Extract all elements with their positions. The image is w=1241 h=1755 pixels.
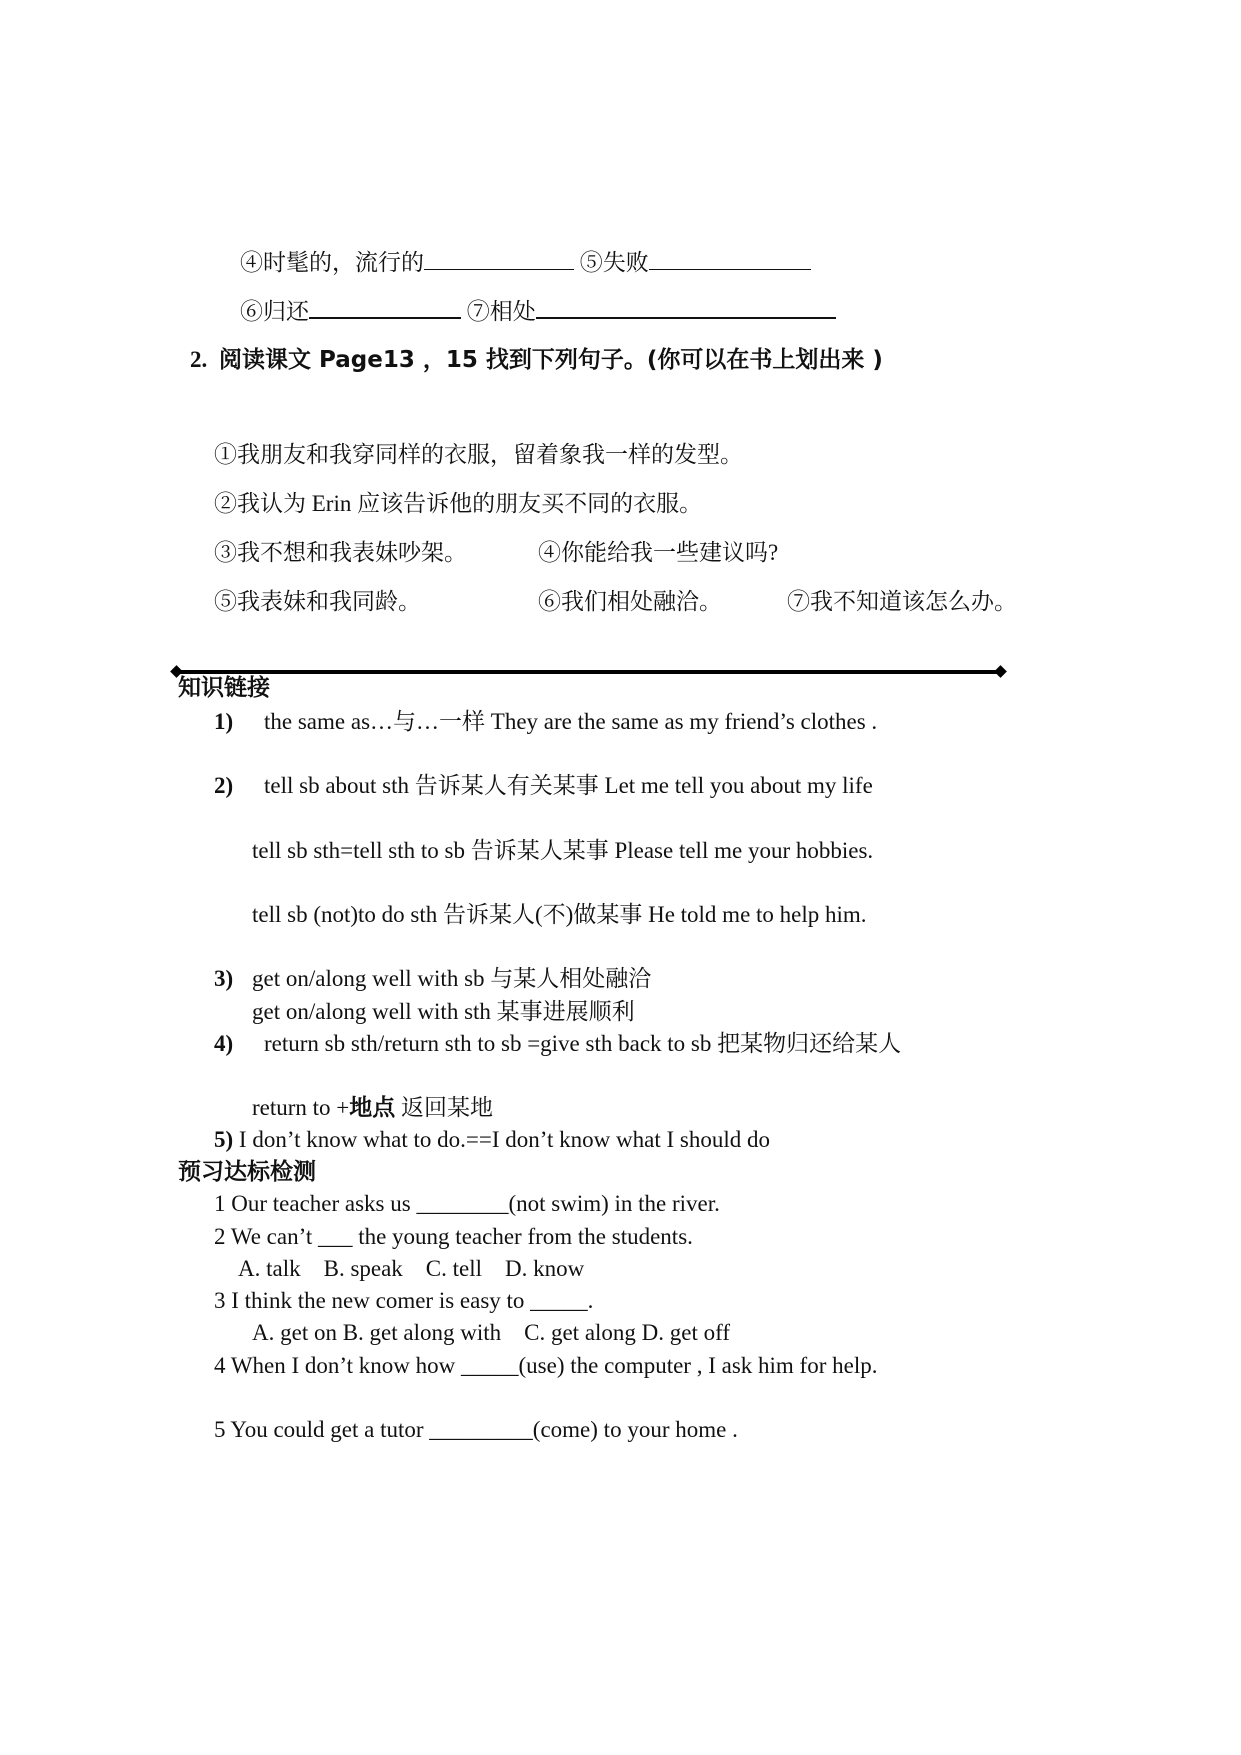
point-text: tell sb about sth 告诉某人有关某事 Let me tell you about my life [264, 773, 873, 798]
sentence-1: ①我朋友和我穿同样的衣服，留着象我一样的发型。 [214, 442, 743, 467]
sentence-7: ⑦我不知道该怎么办。 [787, 589, 1017, 614]
point-text: the same as…与…一样 They are the same as my friend’s clothes . [264, 709, 878, 734]
sentence-3: ③我不想和我表妹吵架。 [214, 540, 467, 565]
sentence-2: ②我认为 Erin 应该告诉他的朋友买不同的衣服。 [214, 491, 703, 516]
vocab-item-7: ⑦相处 [466, 299, 536, 324]
sentence-4: ④你能给我一些建议吗? [538, 540, 779, 565]
return-to-text: return to + [252, 1095, 350, 1120]
question-5: 5 You could get a tutor _________(come) to your home . [214, 1417, 738, 1442]
vocab-line-2 [240, 295, 836, 327]
point-number: 3) [214, 966, 234, 991]
knowledge-point-4b [252, 1093, 493, 1123]
answer-blank[interactable] [536, 295, 836, 319]
knowledge-point-4 [214, 1029, 901, 1059]
vocab-item-5: ⑤失败 [579, 250, 649, 275]
point-number: 2) [214, 773, 234, 798]
place-word: 地点 [349, 1095, 396, 1121]
knowledge-point-3b: get on/along well with sth 某事进展顺利 [252, 999, 635, 1024]
vocab-item-4: ④时髦的，流行的 [240, 250, 424, 275]
task2-heading [190, 345, 883, 375]
knowledge-title: 知识链接 [178, 675, 270, 701]
point-text: get on/along well with sb 与某人相处融洽 [252, 966, 652, 991]
question-3-options: A. get on B. get along with C. get along D. get off [252, 1320, 731, 1345]
point-number: 5) [214, 1127, 234, 1152]
vocab-line-1 [240, 247, 811, 278]
return-meaning: 返回某地 [395, 1095, 494, 1120]
point-text: I don’t know what to do.==I don’t know what I should do [238, 1127, 770, 1152]
knowledge-point-5 [214, 1125, 770, 1155]
knowledge-point-3 [214, 964, 651, 994]
question-2-options: A. talk B. speak C. tell D. know [238, 1256, 585, 1281]
vocab-item-6: ⑥归还 [240, 299, 309, 324]
answer-blank[interactable] [649, 247, 811, 270]
task2-instruction: 阅读课文 Page13 ，15 找到下列句子。(你可以在书上划出来 ) [219, 347, 883, 373]
point-number: 4) [214, 1031, 234, 1056]
knowledge-point-2c: tell sb (not)to do sth 告诉某人(不)做某事 He told me to help him. [252, 902, 867, 927]
rule-end-diamond [994, 665, 1007, 678]
question-1: 1 Our teacher asks us ________(not swim) in the river. [214, 1191, 720, 1216]
section-divider [178, 670, 1000, 674]
sentence-5: ⑤我表妹和我同龄。 [214, 589, 421, 614]
sentence-6: ⑥我们相处融洽。 [538, 589, 722, 614]
point-number: 1) [214, 709, 234, 734]
answer-blank[interactable] [309, 295, 461, 319]
point-text: return sb sth/return sth to sb =give sth back to sb 把某物归还给某人 [264, 1031, 902, 1056]
answer-blank[interactable] [424, 247, 574, 270]
check-title: 预习达标检测 [178, 1159, 316, 1185]
knowledge-point-2b: tell sb sth=tell sth to sb 告诉某人某事 Please tell me your hobbies. [252, 838, 874, 863]
task2-number: 2. [190, 347, 208, 372]
question-3: 3 I think the new comer is easy to _____. [214, 1288, 594, 1313]
knowledge-point-2 [214, 771, 873, 801]
knowledge-point-1 [214, 707, 877, 737]
question-4: 4 When I don’t know how _____(use) the computer , I ask him for help. [214, 1353, 878, 1378]
question-2: 2 We can’t ___ the young teacher from the students. [214, 1224, 693, 1249]
